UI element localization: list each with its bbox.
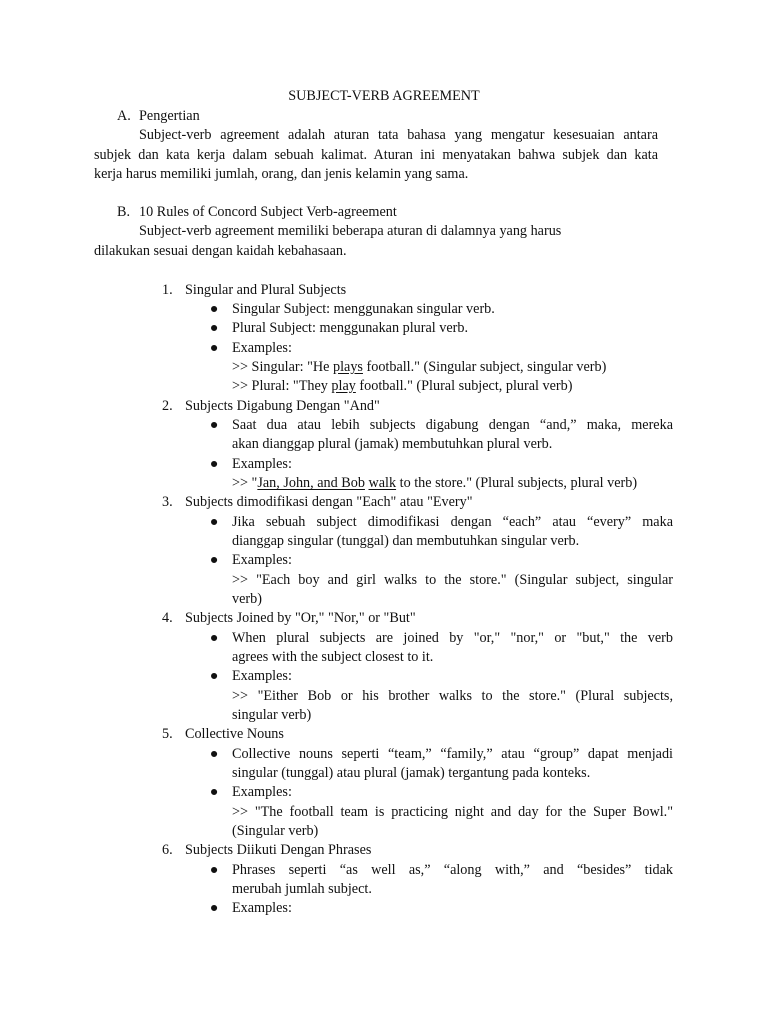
bullet-icon: ●	[209, 340, 219, 356]
bullet-text: singular (tunggal) atau plural (jamak) tergantung pada konteks.	[232, 765, 591, 781]
bullet-text: Jika sebuah subject dimodifikasi dengan “each” atau “every” maka	[232, 514, 673, 530]
document-title: SUBJECT-VERB AGREEMENT	[288, 88, 480, 104]
section-a-paragraph-line: subjek dan kata kerja dalam sebuah kalimat. Aturan ini menyatakan bahwa subjek dan kata	[94, 147, 658, 163]
bullet-text: Examples:	[232, 340, 292, 356]
section-a-marker: A.	[117, 108, 131, 124]
bullet-text: dianggap singular (tunggal) dan membutuhkan singular verb.	[232, 533, 580, 549]
bullet-icon: ●	[209, 630, 219, 646]
section-b-marker: B.	[117, 204, 131, 220]
bullet-text: Examples:	[232, 900, 292, 916]
rule-title: Singular and Plural Subjects	[185, 282, 347, 298]
bullet-text: Phrases seperti “as well as,” “along with,” and “besides” tidak	[232, 862, 673, 878]
section-a-heading: Pengertian	[139, 108, 200, 124]
rule-number: 3.	[162, 494, 173, 510]
rule-number: 6.	[162, 842, 173, 858]
underlined-verb: play	[331, 378, 356, 394]
section-b-paragraph-line: Subject-verb agreement memiliki beberapa aturan di dalamnya yang harus	[139, 223, 562, 239]
rule-title: Subjects Diikuti Dengan Phrases	[185, 842, 372, 858]
underlined-verb: plays	[333, 359, 363, 375]
rule-number: 1.	[162, 282, 173, 298]
bullet-icon: ●	[209, 456, 219, 472]
bullet-icon: ●	[209, 746, 219, 762]
section-b-paragraph-line: dilakukan sesuai dengan kaidah kebahasaan.	[94, 243, 347, 259]
bullet-text: Collective nouns seperti “team,” “family,” atau “group” dapat menjadi	[232, 746, 673, 762]
bullet-icon: ●	[209, 862, 219, 878]
bullet-text: akan dianggap plural (jamak) membutuhkan plural verb.	[232, 436, 553, 452]
bullet-text: Singular Subject: menggunakan singular verb.	[232, 301, 495, 317]
bullet-icon: ●	[209, 417, 219, 433]
rule-number: 4.	[162, 610, 173, 626]
bullet-text: When plural subjects are joined by "or," "nor," or "but," the verb	[232, 630, 673, 646]
bullet-text: Examples:	[232, 456, 292, 472]
rule-title: Subjects dimodifikasi dengan "Each" atau "Every"	[185, 494, 473, 510]
example-line: >> "The football team is practicing night and day for the Super Bowl."	[232, 804, 673, 820]
bullet-icon: ●	[209, 668, 219, 684]
example-line: >> "Each boy and girl walks to the store." (Singular subject, singular	[232, 572, 673, 588]
bullet-icon: ●	[209, 784, 219, 800]
bullet-text: Examples:	[232, 784, 292, 800]
section-a-paragraph-line: kerja harus memiliki jumlah, orang, dan jenis kelamin yang sama.	[94, 166, 469, 182]
bullet-icon: ●	[209, 514, 219, 530]
example-line: verb)	[232, 591, 262, 607]
bullet-text: Examples:	[232, 668, 292, 684]
underlined-subject: Jan, John, and Bob	[257, 475, 365, 491]
bullet-text: Saat dua atau lebih subjects digabung dengan “and,” maka, mereka	[232, 417, 673, 433]
bullet-text: Examples:	[232, 552, 292, 568]
rule-title: Subjects Joined by "Or," "Nor," or "But"	[185, 610, 416, 626]
rule-number: 5.	[162, 726, 173, 742]
bullet-text: merubah jumlah subject.	[232, 881, 372, 897]
section-b-heading: 10 Rules of Concord Subject Verb-agreement	[139, 204, 397, 220]
bullet-icon: ●	[209, 301, 219, 317]
rule-number: 2.	[162, 398, 173, 414]
example-line: singular verb)	[232, 707, 312, 723]
rule-title: Subjects Digabung Dengan "And"	[185, 398, 380, 414]
example-line: (Singular verb)	[232, 823, 319, 839]
bullet-icon: ●	[209, 552, 219, 568]
underlined-verb: walk	[368, 475, 397, 491]
rule-title: Collective Nouns	[185, 726, 284, 742]
bullet-icon: ●	[209, 320, 219, 336]
example-line: >> Plural: "They play football." (Plural subject, plural verb)	[232, 378, 573, 394]
bullet-text: Plural Subject: menggunakan plural verb.	[232, 320, 469, 336]
section-a-paragraph-line: Subject-verb agreement adalah aturan tata bahasa yang mengatur kesesuaian antara	[139, 127, 658, 143]
example-line: >> "Either Bob or his brother walks to the store." (Plural subjects,	[232, 688, 673, 704]
example-line: >> "Jan, John, and Bob walk to the store." (Plural subjects, plural verb)	[232, 475, 638, 491]
bullet-icon: ●	[209, 900, 219, 916]
example-line: >> Singular: "He plays football." (Singular subject, singular verb)	[232, 359, 607, 375]
bullet-text: agrees with the subject closest to it.	[232, 649, 434, 665]
